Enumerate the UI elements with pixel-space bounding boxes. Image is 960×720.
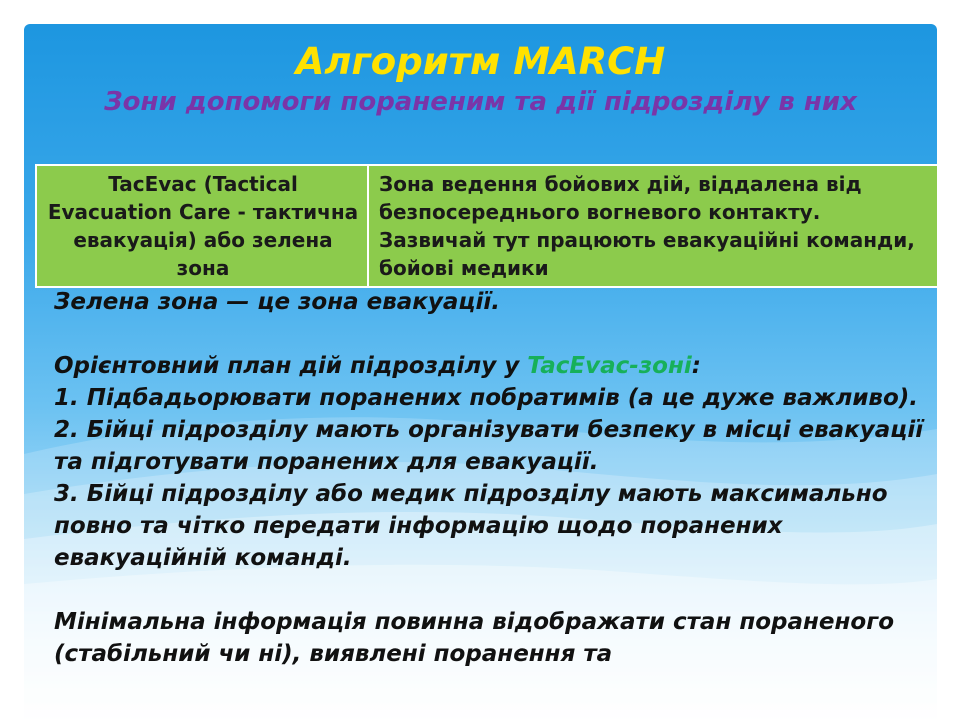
plan-suffix: :: [691, 353, 701, 379]
zone-definition-cell: Зона ведення бойових дій, віддалена від безпосереднього вогневого контакту. Зазвичай тут працюють евакуаційні команди, бойові медики: [368, 165, 937, 287]
table-row: [36, 165, 937, 287]
intro-line: Зелена зона — це зона евакуації.: [54, 289, 500, 315]
zone-table: [35, 164, 937, 288]
slide: [24, 24, 937, 720]
plan-prefix: Орієнтовний план дій підрозділу у: [54, 353, 528, 379]
plan-item-2: 2. Бійці підрозділу мають організувати безпеку в місці евакуації та підготувати поранених для евакуації.: [54, 417, 924, 475]
plan-highlight: TacEvac-зоні: [527, 353, 692, 379]
slide-subtitle: Зони допомоги пораненим та дії підрозділу в них: [104, 87, 857, 117]
zone-term-cell: TacEvac (Tactical Evacuation Care - тактична евакуація) або зелена зона: [36, 165, 368, 287]
plan-item-1: 1. Підбадьорювати поранених побратимів (а це дуже важливо).: [54, 385, 919, 411]
plan-item-3: 3. Бійці підрозділу або медик підрозділу мають максимально повно та чітко передати інформацію щодо поранених евакуаційній команді.: [54, 481, 888, 571]
plan-heading: [54, 350, 934, 382]
slide-title: Алгоритм MARCH: [295, 40, 666, 83]
body-text: [54, 286, 934, 670]
closing-paragraph: Мінімальна інформація повинна відображати стан пораненого (стабільний чи ні), виявлені поранення та: [54, 609, 895, 667]
